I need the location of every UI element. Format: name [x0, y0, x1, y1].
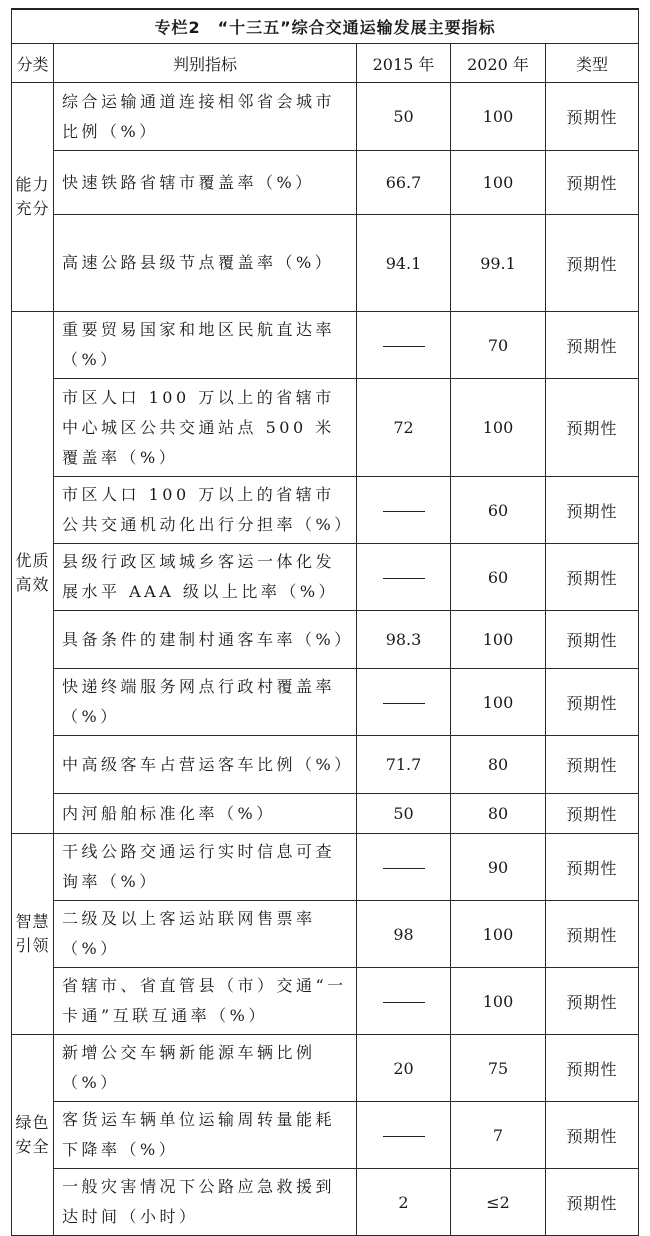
table-title: 专栏2 “十三五”综合交通运输发展主要指标 — [12, 9, 639, 44]
table-row — [12, 669, 639, 736]
category-label-line: 智慧 — [15, 912, 50, 931]
type-cell: 预期性 — [546, 477, 639, 544]
type-cell: 预期性 — [546, 901, 639, 968]
table-row — [12, 1035, 639, 1102]
value-2020-cell: 100 — [451, 611, 546, 669]
table-row — [12, 611, 639, 669]
value-2020-cell: 100 — [451, 379, 546, 477]
type-cell: 预期性 — [546, 611, 639, 669]
type-cell: 预期性 — [546, 736, 639, 794]
table-row — [12, 312, 639, 379]
value-2015-cell: 20 — [357, 1035, 451, 1102]
table-row — [12, 834, 639, 901]
type-cell: 预期性 — [546, 1035, 639, 1102]
value-2020-cell: 100 — [451, 83, 546, 151]
header-type: 类型 — [546, 44, 639, 83]
dash-placeholder — [383, 578, 425, 579]
category-cell — [12, 312, 54, 834]
indicator-cell: 县级行政区域城乡客运一体化发展水平 AAA 级以上比率（%） — [54, 544, 357, 611]
type-cell: 预期性 — [546, 794, 639, 834]
title-row — [12, 9, 639, 44]
indicator-cell: 一般灾害情况下公路应急救援到达时间（小时） — [54, 1169, 357, 1236]
type-cell: 预期性 — [546, 544, 639, 611]
category-label-line: 充分 — [15, 199, 50, 218]
type-cell: 预期性 — [546, 1169, 639, 1236]
table-row — [12, 215, 639, 312]
value-2015-cell: 2 — [357, 1169, 451, 1236]
type-cell: 预期性 — [546, 379, 639, 477]
type-cell: 预期性 — [546, 151, 639, 215]
table-row — [12, 968, 639, 1035]
value-2015-cell: 98.3 — [357, 611, 451, 669]
indicator-cell: 快速铁路省辖市覆盖率（%） — [54, 151, 357, 215]
table-row — [12, 83, 639, 151]
indicator-cell: 中高级客车占营运客车比例（%） — [54, 736, 357, 794]
table-row — [12, 736, 639, 794]
value-2020-cell: 100 — [451, 669, 546, 736]
category-label-line: 能力 — [15, 175, 50, 194]
dash-placeholder — [383, 346, 425, 347]
type-cell: 预期性 — [546, 968, 639, 1035]
dash-placeholder — [383, 511, 425, 512]
value-2015-cell — [357, 968, 451, 1035]
category-label-line: 优质 — [15, 550, 50, 570]
value-2015-cell — [357, 834, 451, 901]
category-cell — [12, 83, 54, 312]
table-row — [12, 151, 639, 215]
indicator-cell: 市区人口 100 万以上的省辖市中心城区公共交通站点 500 米覆盖率（%） — [54, 379, 357, 477]
value-2015-cell — [357, 1102, 451, 1169]
table-row — [12, 544, 639, 611]
type-cell: 预期性 — [546, 83, 639, 151]
value-2015-cell: 50 — [357, 83, 451, 151]
indicator-cell: 客货运车辆单位运输周转量能耗下降率（%） — [54, 1102, 357, 1169]
value-2020-cell: 90 — [451, 834, 546, 901]
indicator-cell: 新增公交车辆新能源车辆比例（%） — [54, 1035, 357, 1102]
value-2015-cell — [357, 669, 451, 736]
value-2015-cell — [357, 544, 451, 611]
value-2020-cell: 80 — [451, 736, 546, 794]
indicator-cell: 重要贸易国家和地区民航直达率（%） — [54, 312, 357, 379]
table-row — [12, 901, 639, 968]
indicator-cell: 综合运输通道连接相邻省会城市比例（%） — [54, 83, 357, 151]
value-2020-cell: 100 — [451, 901, 546, 968]
dash-placeholder — [383, 703, 425, 704]
header-row — [12, 44, 639, 83]
header-2015: 2015 年 — [357, 44, 451, 83]
value-2020-cell: 70 — [451, 312, 546, 379]
value-2015-cell: 98 — [357, 901, 451, 968]
header-indicator: 判别指标 — [54, 44, 357, 83]
value-2015-cell: 50 — [357, 794, 451, 834]
indicator-cell: 干线公路交通运行实时信息可查询率（%） — [54, 834, 357, 901]
value-2015-cell: 66.7 — [357, 151, 451, 215]
table-row — [12, 477, 639, 544]
table-row — [12, 794, 639, 834]
value-2015-cell: 71.7 — [357, 736, 451, 794]
value-2020-cell: 75 — [451, 1035, 546, 1102]
header-2020: 2020 年 — [451, 44, 546, 83]
value-2020-cell: 99.1 — [451, 215, 546, 312]
category-label-line: 绿色 — [15, 1113, 50, 1132]
value-2020-cell: 7 — [451, 1102, 546, 1169]
value-2020-cell: 80 — [451, 794, 546, 834]
dash-placeholder — [383, 1136, 425, 1137]
type-cell: 预期性 — [546, 1102, 639, 1169]
indicator-cell: 市区人口 100 万以上的省辖市公共交通机动化出行分担率（%） — [54, 477, 357, 544]
table-row — [12, 379, 639, 477]
value-2020-cell: 60 — [451, 544, 546, 611]
category-label-line: 高效 — [15, 574, 50, 594]
indicator-cell: 二级及以上客运站联网售票率（%） — [54, 901, 357, 968]
indicator-cell: 快递终端服务网点行政村覆盖率（%） — [54, 669, 357, 736]
dash-placeholder — [383, 1002, 425, 1003]
value-2020-cell: ≤2 — [451, 1169, 546, 1236]
dash-placeholder — [383, 868, 425, 869]
type-cell: 预期性 — [546, 312, 639, 379]
value-2015-cell — [357, 477, 451, 544]
indicator-table — [11, 8, 639, 1236]
indicator-cell: 高速公路县级节点覆盖率（%） — [54, 215, 357, 312]
type-cell: 预期性 — [546, 834, 639, 901]
header-category: 分类 — [12, 44, 54, 83]
category-cell — [12, 1035, 54, 1236]
type-cell: 预期性 — [546, 669, 639, 736]
indicator-cell: 具备条件的建制村通客车率（%） — [54, 611, 357, 669]
type-cell: 预期性 — [546, 215, 639, 312]
category-label-line: 安全 — [15, 1137, 50, 1156]
table-row — [12, 1102, 639, 1169]
value-2015-cell: 94.1 — [357, 215, 451, 312]
value-2020-cell: 60 — [451, 477, 546, 544]
indicator-cell: 省辖市、省直管县（市）交通“一卡通”互联互通率（%） — [54, 968, 357, 1035]
value-2020-cell: 100 — [451, 968, 546, 1035]
value-2020-cell: 100 — [451, 151, 546, 215]
indicator-cell: 内河船舶标准化率（%） — [54, 794, 357, 834]
category-label-line: 引领 — [15, 936, 50, 955]
value-2015-cell — [357, 312, 451, 379]
table-row — [12, 1169, 639, 1236]
category-cell — [12, 834, 54, 1035]
value-2015-cell: 72 — [357, 379, 451, 477]
